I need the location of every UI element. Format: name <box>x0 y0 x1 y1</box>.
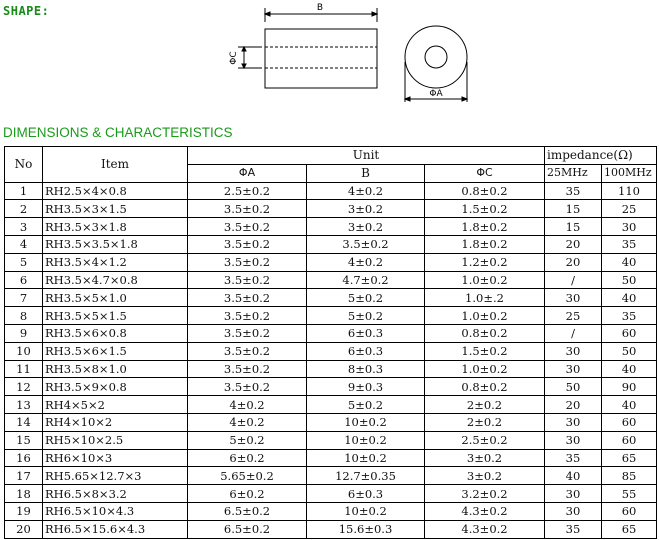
header-phi-a: ΦA <box>188 164 307 182</box>
table-row <box>5 520 657 538</box>
row-phi-c: 1.0±0.2 <box>425 271 545 289</box>
row-z100: 60 <box>602 502 657 520</box>
table-row <box>5 253 657 271</box>
row-no: 9 <box>5 324 43 342</box>
row-phi-c: 1.0±0.2 <box>425 360 545 378</box>
row-b: 3±0.2 <box>307 200 425 218</box>
row-no: 19 <box>5 502 43 520</box>
header-unit: Unit <box>188 147 545 165</box>
dimensions-table <box>4 146 657 539</box>
row-no: 2 <box>5 200 43 218</box>
row-z100: 40 <box>602 289 657 307</box>
row-phi-a: 3.5±0.2 <box>188 324 307 342</box>
row-z25: 30 <box>545 431 602 449</box>
row-item: RH3.5×4.7×0.8 <box>43 271 188 289</box>
row-item: RH3.5×6×1.5 <box>43 342 188 360</box>
row-phi-c: 4.3±0.2 <box>425 502 545 520</box>
row-phi-a: 3.5±0.2 <box>188 200 307 218</box>
table-row <box>5 289 657 307</box>
row-b: 5±0.2 <box>307 307 425 325</box>
row-b: 4.7±0.2 <box>307 271 425 289</box>
row-z100: 50 <box>602 342 657 360</box>
row-phi-a: 3.5±0.2 <box>188 360 307 378</box>
row-phi-c: 1.0±.2 <box>425 289 545 307</box>
row-z100: 60 <box>602 413 657 431</box>
row-phi-c: 3±0.2 <box>425 449 545 467</box>
row-item: RH4×10×2 <box>43 413 188 431</box>
row-phi-c: 3±0.2 <box>425 467 545 485</box>
row-b: 3.5±0.2 <box>307 235 425 253</box>
row-item: RH3.5×4×1.2 <box>43 253 188 271</box>
row-z25: 35 <box>545 449 602 467</box>
row-z25: 30 <box>545 413 602 431</box>
row-phi-a: 4±0.2 <box>188 396 307 414</box>
row-z100: 25 <box>602 200 657 218</box>
row-phi-c: 0.8±0.2 <box>425 378 545 396</box>
row-no: 4 <box>5 235 43 253</box>
row-phi-a: 3.5±0.2 <box>188 235 307 253</box>
row-b: 6±0.3 <box>307 342 425 360</box>
row-item: RH2.5×4×0.8 <box>43 182 188 200</box>
table-row <box>5 235 657 253</box>
row-z100: 40 <box>602 253 657 271</box>
row-no: 1 <box>5 182 43 200</box>
table-row <box>5 200 657 218</box>
row-phi-a: 2.5±0.2 <box>188 182 307 200</box>
label-b: B <box>316 3 324 13</box>
row-z100: 65 <box>602 520 657 538</box>
row-item: RH3.5×3×1.8 <box>43 218 188 236</box>
side-view <box>238 8 377 88</box>
row-z25: / <box>545 324 602 342</box>
row-z100: 65 <box>602 449 657 467</box>
header-item: Item <box>43 147 188 183</box>
row-b: 10±0.2 <box>307 502 425 520</box>
row-phi-a: 6.5±0.2 <box>188 520 307 538</box>
row-item: RH3.5×3×1.5 <box>43 200 188 218</box>
row-z100: 50 <box>602 271 657 289</box>
row-z100: 40 <box>602 360 657 378</box>
row-item: RH3.5×5×1.0 <box>43 289 188 307</box>
row-z25: 30 <box>545 289 602 307</box>
row-b: 10±0.2 <box>307 413 425 431</box>
header-row-1 <box>5 147 657 165</box>
row-no: 11 <box>5 360 43 378</box>
header-25mhz: 25MHz <box>545 164 602 182</box>
table-row <box>5 307 657 325</box>
row-b: 15.6±0.3 <box>307 520 425 538</box>
table-row <box>5 467 657 485</box>
row-z100: 90 <box>602 378 657 396</box>
shape-drawing <box>0 0 659 125</box>
table-row <box>5 431 657 449</box>
row-z100: 60 <box>602 431 657 449</box>
row-phi-c: 3.2±0.2 <box>425 485 545 503</box>
row-z25: 20 <box>545 253 602 271</box>
table-row <box>5 342 657 360</box>
label-phi-c: ΦC <box>229 51 239 65</box>
row-phi-a: 3.5±0.2 <box>188 342 307 360</box>
row-phi-a: 4±0.2 <box>188 413 307 431</box>
row-z100: 35 <box>602 307 657 325</box>
row-no: 5 <box>5 253 43 271</box>
row-phi-a: 3.5±0.2 <box>188 289 307 307</box>
row-phi-a: 3.5±0.2 <box>188 218 307 236</box>
row-z25: 30 <box>545 502 602 520</box>
row-phi-c: 1.5±0.2 <box>425 200 545 218</box>
row-z100: 55 <box>602 485 657 503</box>
row-phi-c: 1.8±0.2 <box>425 235 545 253</box>
row-z25: 30 <box>545 360 602 378</box>
row-z100: 85 <box>602 467 657 485</box>
row-z25: 15 <box>545 218 602 236</box>
row-phi-a: 5±0.2 <box>188 431 307 449</box>
row-b: 6±0.3 <box>307 324 425 342</box>
row-phi-c: 1.2±0.2 <box>425 253 545 271</box>
section-title: DIMENSIONS & CHARACTERISTICS <box>3 125 233 140</box>
row-b: 9±0.3 <box>307 378 425 396</box>
row-z100: 35 <box>602 235 657 253</box>
row-no: 12 <box>5 378 43 396</box>
header-no: No <box>5 147 43 183</box>
row-z25: / <box>545 271 602 289</box>
row-item: RH6.5×8×3.2 <box>43 485 188 503</box>
row-z25: 20 <box>545 396 602 414</box>
row-phi-a: 6±0.2 <box>188 449 307 467</box>
header-phi-c: ΦC <box>425 164 545 182</box>
row-no: 17 <box>5 467 43 485</box>
table-row <box>5 502 657 520</box>
row-phi-a: 3.5±0.2 <box>188 271 307 289</box>
row-no: 16 <box>5 449 43 467</box>
row-b: 4±0.2 <box>307 253 425 271</box>
row-z25: 35 <box>545 520 602 538</box>
row-z25: 35 <box>545 182 602 200</box>
row-item: RH5.65×12.7×3 <box>43 467 188 485</box>
row-z25: 50 <box>545 378 602 396</box>
row-phi-c: 0.8±0.2 <box>425 324 545 342</box>
table-row <box>5 182 657 200</box>
row-z100: 30 <box>602 218 657 236</box>
row-no: 20 <box>5 520 43 538</box>
row-b: 5±0.2 <box>307 289 425 307</box>
table-row <box>5 218 657 236</box>
row-phi-a: 3.5±0.2 <box>188 378 307 396</box>
row-z100: 110 <box>602 182 657 200</box>
row-phi-a: 6.5±0.2 <box>188 502 307 520</box>
table-row <box>5 413 657 431</box>
row-item: RH3.5×6×0.8 <box>43 324 188 342</box>
row-b: 4±0.2 <box>307 182 425 200</box>
row-no: 6 <box>5 271 43 289</box>
row-z25: 20 <box>545 235 602 253</box>
row-phi-c: 4.3±0.2 <box>425 520 545 538</box>
row-z25: 30 <box>545 485 602 503</box>
row-item: RH6×10×3 <box>43 449 188 467</box>
row-z25: 15 <box>545 200 602 218</box>
row-item: RH3.5×3.5×1.8 <box>43 235 188 253</box>
row-phi-c: 2.5±0.2 <box>425 431 545 449</box>
table-row <box>5 485 657 503</box>
row-item: RH4×5×2 <box>43 396 188 414</box>
table-row <box>5 378 657 396</box>
row-phi-a: 6±0.2 <box>188 485 307 503</box>
row-b: 3±0.2 <box>307 218 425 236</box>
table-row <box>5 396 657 414</box>
row-item: RH6.5×15.6×4.3 <box>43 520 188 538</box>
row-b: 6±0.3 <box>307 485 425 503</box>
shape-label: SHAPE: <box>3 4 50 18</box>
row-phi-c: 2±0.2 <box>425 396 545 414</box>
row-no: 15 <box>5 431 43 449</box>
row-z100: 60 <box>602 324 657 342</box>
row-item: RH3.5×9×0.8 <box>43 378 188 396</box>
header-b: B <box>307 164 425 182</box>
row-z25: 25 <box>545 307 602 325</box>
table-row <box>5 449 657 467</box>
row-b: 5±0.2 <box>307 396 425 414</box>
row-z100: 40 <box>602 396 657 414</box>
row-phi-c: 0.8±0.2 <box>425 182 545 200</box>
row-item: RH6.5×10×4.3 <box>43 502 188 520</box>
row-no: 18 <box>5 485 43 503</box>
row-no: 7 <box>5 289 43 307</box>
row-b: 8±0.3 <box>307 360 425 378</box>
row-phi-c: 2±0.2 <box>425 413 545 431</box>
row-no: 14 <box>5 413 43 431</box>
row-phi-a: 5.65±0.2 <box>188 467 307 485</box>
row-item: RH3.5×8×1.0 <box>43 360 188 378</box>
header-impedance: impedance(Ω) <box>545 147 657 165</box>
table-row <box>5 324 657 342</box>
row-item: RH5×10×2.5 <box>43 431 188 449</box>
row-phi-a: 3.5±0.2 <box>188 253 307 271</box>
table-row <box>5 271 657 289</box>
row-phi-a: 3.5±0.2 <box>188 307 307 325</box>
label-phi-a: ΦA <box>429 89 443 99</box>
row-phi-c: 1.8±0.2 <box>425 218 545 236</box>
row-z25: 40 <box>545 467 602 485</box>
row-no: 3 <box>5 218 43 236</box>
row-no: 13 <box>5 396 43 414</box>
table-row <box>5 360 657 378</box>
row-z25: 30 <box>545 342 602 360</box>
row-no: 8 <box>5 307 43 325</box>
row-phi-c: 1.0±0.2 <box>425 307 545 325</box>
row-phi-c: 1.5±0.2 <box>425 342 545 360</box>
row-b: 10±0.2 <box>307 449 425 467</box>
header-100mhz: 100MHz <box>602 164 657 182</box>
row-b: 12.7±0.35 <box>307 467 425 485</box>
row-no: 10 <box>5 342 43 360</box>
row-b: 10±0.2 <box>307 431 425 449</box>
row-item: RH3.5×5×1.5 <box>43 307 188 325</box>
